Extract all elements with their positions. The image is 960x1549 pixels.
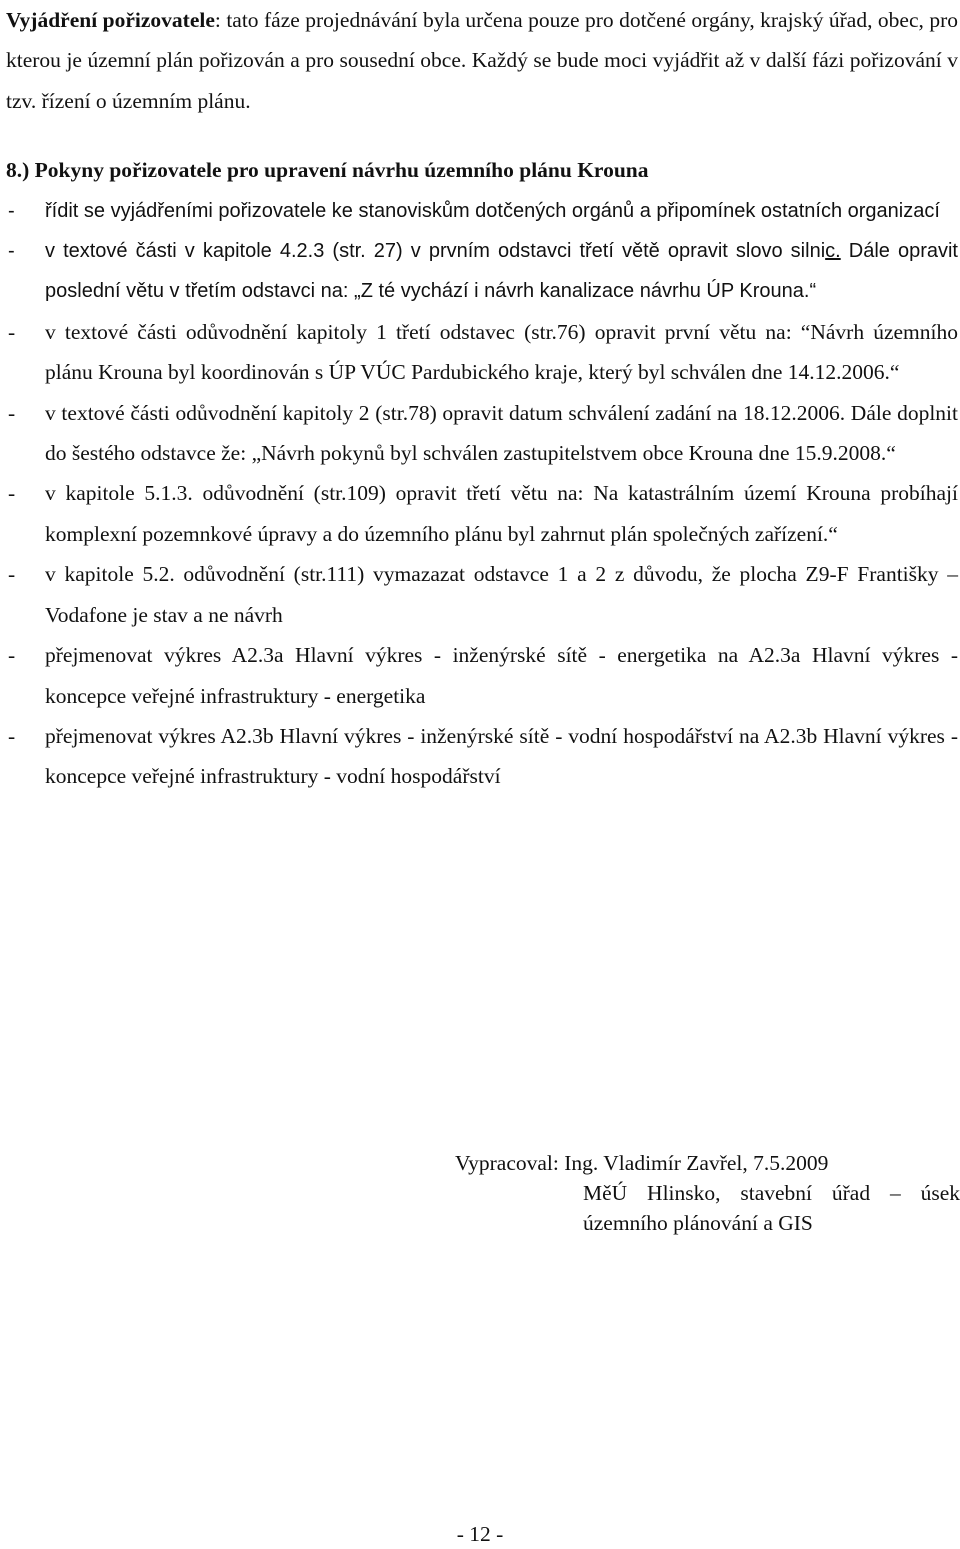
list-item-text: v kapitole 5.2. odůvodnění (str.111) vymazazat odstavce 1 a 2 z důvodu, že plocha Z9-F Františky – Vodafone je stav a ne návrh	[45, 562, 958, 627]
list-item-text: v kapitole 5.1.3. odůvodnění (str.109) opravit třetí větu na: Na katastrálním území Krouna probíhají komplexní pozemnkové úpravy a do územního plánu byl zahrnut plán společných zařízení.“	[45, 481, 958, 546]
section-heading: 8.) Pokyny pořizovatele pro upravení návrhu územního plánu Krouna	[6, 158, 649, 183]
intro-text: : tato fáze projednávání byla určena pouze pro dotčené orgány, krajský úřad, obec, pro kterou je územní plán pořizován a pro sousední obce. Každý se bude moci vyjádřit až v další fázi pořizování v tzv. řízení o územním plánu.	[6, 8, 959, 113]
list-dash: -	[8, 199, 15, 222]
list-dash: -	[8, 481, 16, 506]
list-item-text: přejmenovat výkres A2.3b Hlavní výkres - inženýrské sítě - vodní hospodářství na A2.3b Hlavní výkres - koncepce veřejné infrastruktury - vodní hospodářství	[45, 723, 958, 789]
list-item	[6, 393, 958, 474]
intro-bold-lead: Vyjádření pořizovatele	[6, 8, 215, 32]
list-item	[6, 191, 958, 231]
list-dash: -	[8, 643, 16, 668]
page-number: - 12 -	[456, 1522, 504, 1546]
list-item-text: v textové části odůvodnění kapitoly 1 třetí odstavec (str.76) opravit první větu na: “Návrh územního plánu Krouna byl koordinován s ÚP VÚC Pardubického kraje, který byl schválen dne 14.12.2006.“	[45, 319, 958, 385]
list-item-text: v textové části v kapitole 4.2.3 (str. 27) v prvním odstavci třetí větě opravit slovo silni	[45, 240, 826, 263]
list-item-text-continued: Dále opravit poslední větu v třetím odstavci na: „Z té vychází i návrh kanalizace návrhu ÚP Krouna.“	[45, 240, 958, 303]
list-dash: -	[8, 562, 16, 587]
signature-author: Vypracoval: Ing. Vladimír Zavřel, 7.5.2009	[455, 1151, 829, 1175]
list-dash: -	[8, 723, 16, 748]
list-dash: -	[8, 240, 15, 263]
list-item-text: řídit se vyjádřeními pořizovatele ke stanoviskům dotčených orgánů a připomínek ostatních organizací	[45, 199, 940, 222]
list-item	[6, 312, 958, 393]
list-item	[6, 554, 958, 635]
underlined-correction: c.	[825, 240, 841, 263]
list-item-text: přejmenovat výkres A2.3a Hlavní výkres - inženýrské sítě - energetika na A2.3a Hlavní výkres - koncepce veřejné infrastruktury - energetika	[45, 643, 958, 708]
list-item	[6, 231, 958, 312]
signature-block	[455, 1148, 960, 1238]
list-dash: -	[8, 319, 16, 344]
list-item	[6, 716, 958, 797]
list-item-text: v textové části odůvodnění kapitoly 2 (str.78) opravit datum schválení zadání na 18.12.2006. Dále doplnit do šestého odstavce že: „Návrh pokynů byl schválen zastupitelstvem obce Krouna dne 15.9.2008.“	[45, 400, 958, 466]
intro-paragraph	[6, 0, 958, 121]
list-item	[6, 635, 958, 716]
signature-office: MěÚ Hlinsko, stavební úřad – úsek územního plánování a GIS	[583, 1181, 960, 1235]
list-dash: -	[8, 400, 16, 425]
document-body	[6, 0, 958, 797]
list-item	[6, 473, 958, 554]
